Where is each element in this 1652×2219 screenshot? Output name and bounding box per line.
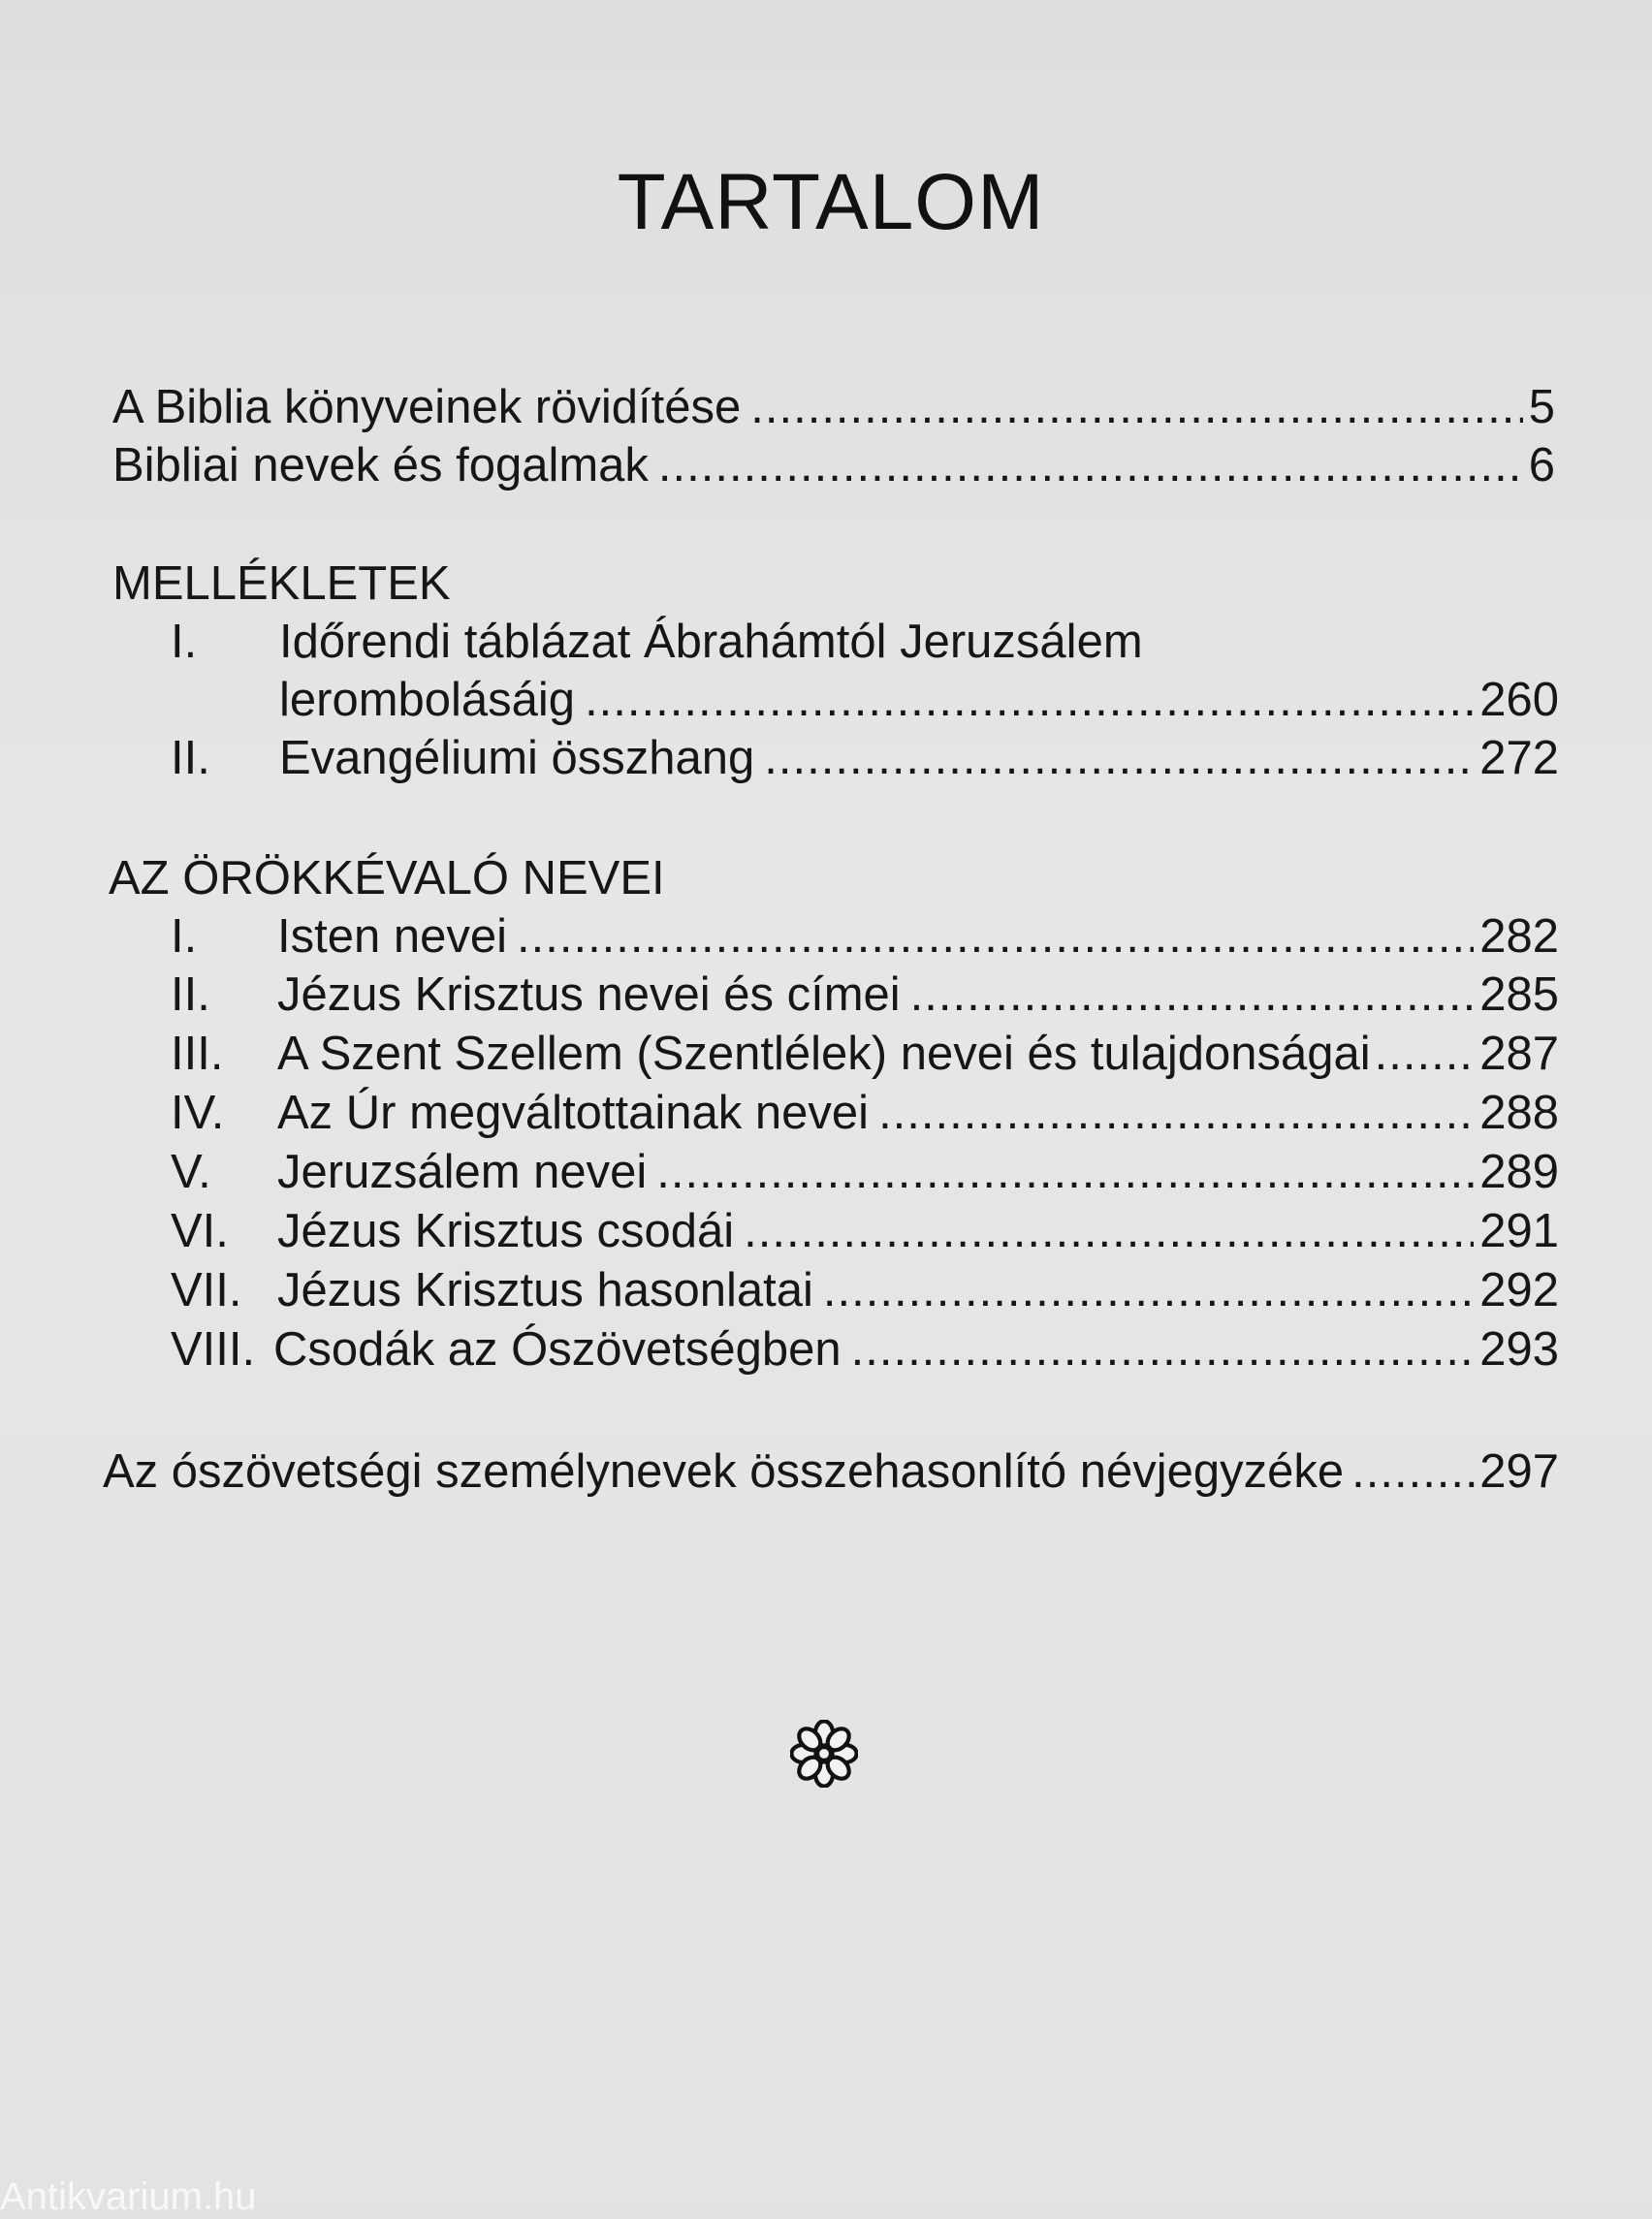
toc-entry bbox=[171, 968, 1559, 1021]
toc-entry-chronology bbox=[279, 674, 1559, 726]
toc-entry-number: V. bbox=[171, 1146, 211, 1198]
leader-dots bbox=[764, 735, 1474, 782]
toc-entry bbox=[171, 1087, 1559, 1139]
leader-dots bbox=[658, 442, 1523, 490]
toc-entry-abbreviations bbox=[112, 381, 1555, 433]
leader-dots bbox=[744, 1208, 1474, 1255]
toc-entry-label: Evangéliumi összhang bbox=[279, 732, 755, 784]
toc-entry-label: Az Úr megváltottainak nevei bbox=[277, 1087, 870, 1139]
toc-entry-label: Jézus Krisztus nevei és címei bbox=[277, 968, 901, 1021]
toc-entry bbox=[171, 1323, 1559, 1376]
leader-dots bbox=[1351, 1448, 1476, 1496]
toc-entry-label: Az ószövetségi személynevek összehasonlító névjegyzéke bbox=[103, 1445, 1345, 1498]
toc-entry-number: I. bbox=[171, 910, 198, 963]
toc-page-number: 291 bbox=[1479, 1205, 1559, 1257]
toc-page-number: 297 bbox=[1479, 1445, 1559, 1498]
section-heading-mellekletek: MELLÉKLETEK bbox=[112, 557, 451, 610]
toc-page-number: 5 bbox=[1528, 381, 1555, 433]
toc-entry-number: III. bbox=[171, 1028, 224, 1080]
toc-entry-gospel-harmony bbox=[171, 732, 1559, 784]
toc-entry-number: VI. bbox=[171, 1205, 229, 1257]
leader-dots bbox=[851, 1326, 1475, 1374]
toc-entry-label: A Biblia könyveinek rövidítése bbox=[112, 381, 742, 433]
toc-entry bbox=[171, 1146, 1559, 1198]
toc-entry-names-concepts bbox=[112, 439, 1555, 491]
leader-dots bbox=[878, 1090, 1474, 1137]
toc-entry-label: Jézus Krisztus hasonlatai bbox=[277, 1264, 813, 1316]
leader-dots bbox=[517, 913, 1474, 961]
toc-entry-label: A Szent Szellem (Szentlélek) nevei és tulajdonságai bbox=[277, 1028, 1371, 1080]
toc-entry-number: VIII. bbox=[171, 1323, 256, 1376]
toc-entry-label: Isten nevei bbox=[277, 910, 507, 963]
toc-entry-number: II. bbox=[171, 968, 210, 1021]
leader-dots bbox=[750, 384, 1522, 431]
toc-entry bbox=[171, 1264, 1559, 1316]
toc-page-number: 288 bbox=[1479, 1087, 1559, 1139]
leader-dots bbox=[910, 971, 1475, 1019]
toc-entry-label: Jeruzsálem nevei bbox=[277, 1146, 648, 1198]
leader-dots bbox=[1375, 1030, 1477, 1078]
toc-entry-label: Időrendi táblázat Ábrahámtól Jeruzsálem bbox=[279, 616, 1143, 668]
toc-entry-name-index bbox=[103, 1445, 1559, 1498]
toc-entry-number: I. bbox=[171, 616, 198, 668]
toc-page-number: 292 bbox=[1479, 1264, 1559, 1316]
toc-entry-label: Jézus Krisztus csodái bbox=[277, 1205, 735, 1257]
watermark: Antikvarium.hu bbox=[0, 2175, 257, 2218]
toc-page-number: 287 bbox=[1479, 1028, 1559, 1080]
leader-dots bbox=[656, 1149, 1474, 1196]
toc-page-number: 282 bbox=[1479, 910, 1559, 963]
toc-entry-number: IV. bbox=[171, 1087, 225, 1139]
page-title: TARTALOM bbox=[617, 158, 1045, 246]
flower-ornament-icon bbox=[790, 1720, 858, 1788]
toc-entry bbox=[171, 910, 1559, 963]
toc-page-number: 272 bbox=[1479, 732, 1559, 784]
toc-entry-label: Bibliai nevek és fogalmak bbox=[112, 439, 649, 491]
toc-entry-label: lerombolásáig bbox=[279, 674, 576, 726]
toc-entry-label: Csodák az Ószövetségben bbox=[273, 1323, 842, 1376]
toc-entry bbox=[171, 1205, 1559, 1257]
toc-page-number: 6 bbox=[1528, 439, 1555, 491]
toc-page-number: 285 bbox=[1479, 968, 1559, 1021]
toc-page-number: 293 bbox=[1479, 1323, 1559, 1376]
section-heading-nevei: AZ ÖRÖKKÉVALÓ NEVEI bbox=[109, 852, 665, 904]
toc-entry-chronology-line1 bbox=[171, 618, 1143, 666]
toc-page-number: 260 bbox=[1479, 674, 1559, 726]
toc-entry bbox=[171, 1030, 1559, 1078]
toc-entry-number: II. bbox=[171, 732, 210, 784]
toc-entry-number: VII. bbox=[171, 1264, 242, 1316]
toc-page-number: 289 bbox=[1479, 1146, 1559, 1198]
leader-dots bbox=[585, 677, 1474, 724]
leader-dots bbox=[823, 1267, 1474, 1315]
